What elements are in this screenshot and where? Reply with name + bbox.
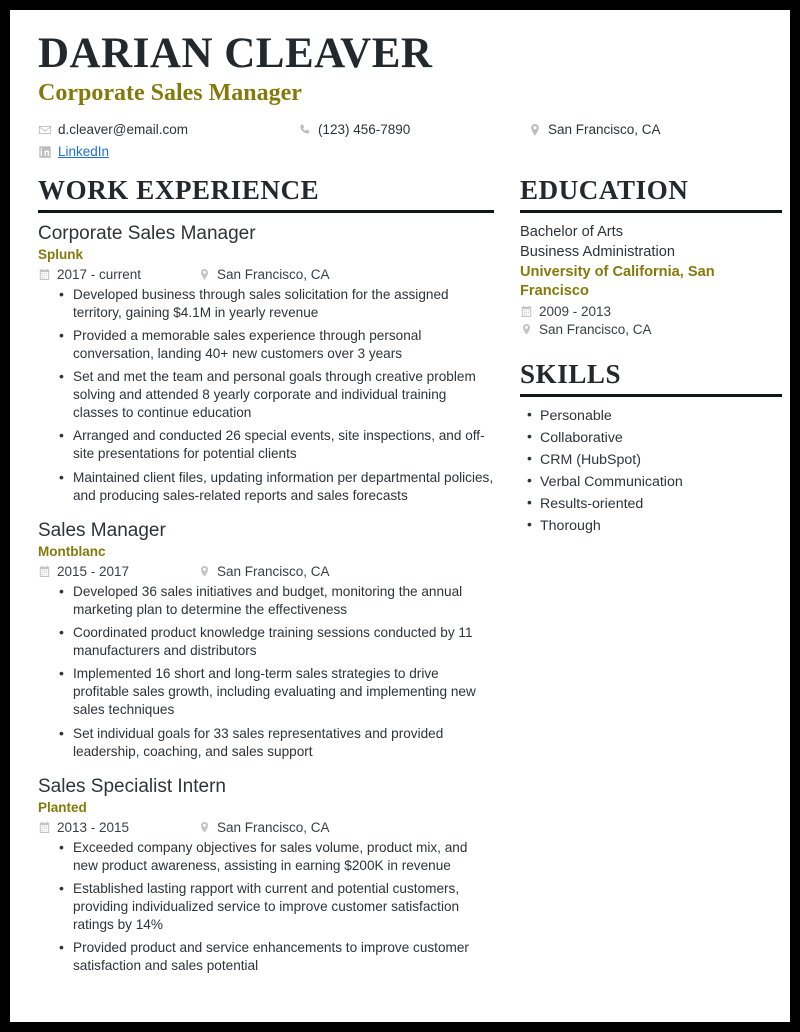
contact-location-text: San Francisco, CA (548, 122, 661, 138)
experience-title: Sales Specialist Intern (38, 775, 226, 797)
map-pin-icon (198, 565, 211, 578)
experience-dates (38, 267, 198, 282)
experience-meta (38, 267, 494, 282)
experience-dates-text: 2015 - 2017 (57, 564, 130, 579)
left-column (38, 175, 494, 989)
experience-location-text: San Francisco, CA (217, 564, 330, 579)
experience-entry (38, 222, 494, 505)
contact-phone[interactable] (298, 119, 528, 141)
map-pin-icon (198, 268, 211, 281)
resume-header (38, 32, 762, 163)
education-field: Business Administration (520, 243, 675, 260)
page-title: DARIAN CLEAVER (38, 30, 433, 77)
experience-bullets (38, 286, 494, 505)
list-item: • Developed business through sales solicitation for the assigned territory, gaining $4.1M in yearly revenue (73, 286, 494, 322)
education-location (520, 322, 782, 337)
experience-dates (38, 564, 198, 579)
list-item: • Established lasting rapport with current and potential customers, providing individualized service to improve customer satisfaction ratings by 14% (73, 880, 494, 934)
linkedin-icon (38, 145, 52, 159)
envelope-icon (38, 123, 52, 137)
experience-bullets (38, 839, 494, 976)
resume-body (38, 175, 762, 989)
calendar-icon (38, 821, 51, 834)
section-heading-skills: SKILLS (520, 359, 622, 390)
section-heading-work-experience: WORK EXPERIENCE (38, 175, 320, 206)
contact-location (528, 119, 728, 141)
experience-location (198, 820, 330, 835)
list-item: • Provided a memorable sales experience through personal conversation, landing 40+ new customers over 3 years (73, 327, 494, 363)
section-divider (520, 210, 782, 213)
list-item: • Provided product and service enhancements to improve customer satisfaction and sales potential (73, 939, 494, 975)
section-divider (520, 394, 782, 397)
map-pin-icon (520, 323, 533, 336)
contact-info (38, 119, 762, 163)
skills-section (520, 359, 782, 536)
experience-title: Corporate Sales Manager (38, 222, 256, 244)
experience-entry (38, 519, 494, 761)
list-item: • Thorough (540, 516, 782, 536)
education-school: University of California, San Francisco (520, 263, 715, 300)
resume-page (10, 10, 790, 1022)
list-item: • Maintained client files, updating information per departmental policies, and producing sales-related reports and sales forecasts (73, 469, 494, 505)
list-item: • Developed 36 sales initiatives and budget, monitoring the annual marketing plan to determine the effectiveness (73, 583, 494, 619)
contact-email[interactable] (38, 119, 298, 141)
education-entry (520, 222, 782, 338)
education-dates-text: 2009 - 2013 (539, 304, 612, 320)
experience-company: Planted (38, 800, 87, 816)
calendar-icon (520, 305, 533, 318)
skills-list (520, 406, 782, 537)
list-item: • Verbal Communication (540, 472, 782, 492)
list-item: • Exceeded company objectives for sales volume, product mix, and new product awareness, assisting in earning $200K in revenue (73, 839, 494, 875)
list-item: • Collaborative (540, 428, 782, 448)
experience-bullets (38, 583, 494, 761)
list-item: • Implemented 16 short and long-term sales strategies to drive profitable sales growth, including evaluating and implementing new sales techniques (73, 665, 494, 719)
list-item: • CRM (HubSpot) (540, 450, 782, 470)
education-section (520, 175, 782, 337)
experience-company: Splunk (38, 247, 84, 263)
calendar-icon (38, 565, 51, 578)
experience-dates-text: 2013 - 2015 (57, 820, 130, 835)
contact-phone-text: (123) 456-7890 (318, 122, 411, 138)
phone-icon (298, 123, 312, 137)
experience-company: Montblanc (38, 544, 106, 560)
map-pin-icon (528, 123, 542, 137)
map-pin-icon (198, 821, 211, 834)
experience-location (198, 267, 330, 282)
education-degree: Bachelor of Arts (520, 223, 624, 240)
professional-title: Corporate Sales Manager (38, 79, 302, 106)
section-heading-education: EDUCATION (520, 175, 689, 206)
experience-dates-text: 2017 - current (57, 266, 142, 282)
list-item: • Set individual goals for 33 sales representatives and provided leadership, coaching, and sales support (73, 725, 494, 761)
list-item: • Results-oriented (540, 494, 782, 514)
linkedin-link[interactable]: LinkedIn (58, 144, 110, 160)
contact-linkedin[interactable] (38, 141, 298, 163)
right-column (520, 175, 782, 989)
experience-entry (38, 775, 494, 976)
experience-dates (38, 820, 198, 835)
list-item: • Arranged and conducted 26 special events, site inspections, and off-site presentations for potential clients (73, 427, 494, 463)
education-location-text: San Francisco, CA (539, 322, 652, 338)
list-item: • Set and met the team and personal goals through creative problem solving and attended 8 yearly corporate and individual training classes to continue education (73, 368, 494, 422)
contact-email-text: d.cleaver@email.com (58, 122, 188, 138)
list-item: • Personable (540, 406, 782, 426)
experience-location (198, 564, 330, 579)
experience-location-text: San Francisco, CA (217, 266, 330, 282)
calendar-icon (38, 268, 51, 281)
experience-title: Sales Manager (38, 519, 166, 541)
section-divider (38, 210, 494, 213)
education-dates (520, 304, 782, 319)
list-item: • Coordinated product knowledge training sessions conducted by 11 manufacturers and distributors (73, 624, 494, 660)
experience-location-text: San Francisco, CA (217, 820, 330, 835)
experience-meta (38, 564, 494, 579)
experience-meta (38, 820, 494, 835)
